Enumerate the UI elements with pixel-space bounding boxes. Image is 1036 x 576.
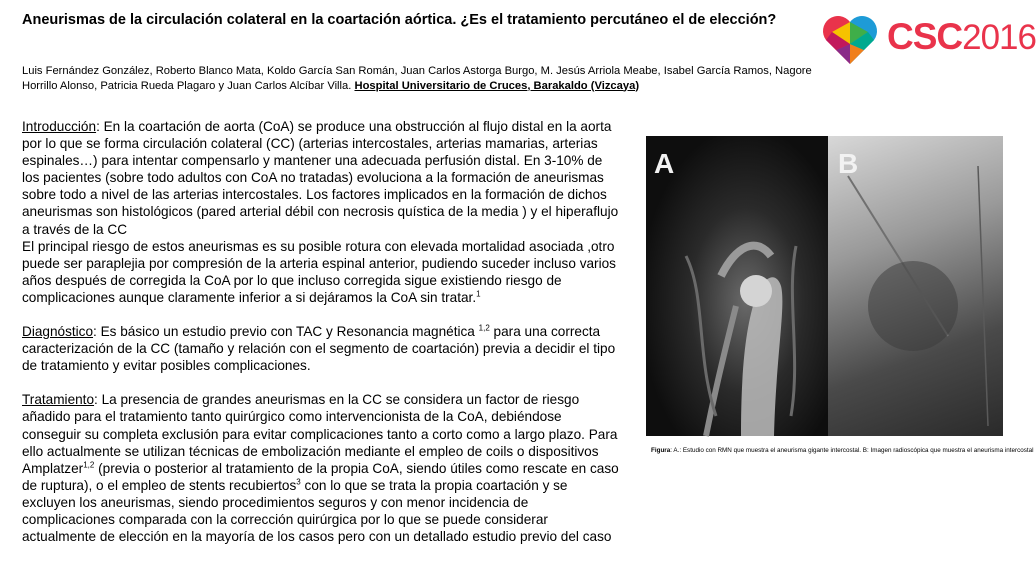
logo-name: CSC	[887, 16, 963, 57]
hospital-affiliation: Hospital Universitario de Cruces, Barakaldo (Vizcaya)	[354, 79, 640, 92]
author-list	[22, 64, 812, 93]
authors-text: Luis Fernández González, Roberto Blanco Mata, Koldo García San Román, Juan Carlos Astorga Burgo, M. Jesús Arriola Meabe, Isabel García Ramos, Nagore Horrillo Alonso, Patricia Rueda Plagaro y Juan Carlos Alcíbar Villa.	[22, 65, 812, 92]
logo-wordmark	[887, 15, 1036, 60]
mri-image-panel	[646, 136, 828, 436]
spacer	[22, 306, 622, 323]
xray-illustration	[828, 136, 1003, 436]
page-title: Aneurismas de la circulación colateral en la coartación aórtica. ¿Es el tratamiento percutáneo el de elección?	[22, 12, 777, 28]
tratamiento-text-a: : La presencia de grandes aneurismas en la CC se considera un factor de riesgo añadido para el tratamiento tanto quirúrgico como intervencionista de la CoA, debiéndose conseguir su completa exclusión para evitar complicaciones tanto a corto como a largo plazo. Para ello actualmente se utilizan técnicas de embolización mediante el empleo de coils o dispositivos Amplatzer	[22, 392, 618, 476]
heart-logo-icon	[820, 10, 880, 70]
caption-text: : A.: Estudio con RMN que muestra el aneurisma gigante intercostal. B: Imagen radioscópica que muestra el aneurisma intercostal	[670, 447, 1034, 454]
spacer	[22, 374, 622, 391]
ref-sup: 1	[476, 289, 481, 299]
diagnostico-heading: Diagnóstico	[22, 324, 94, 340]
ref-sup: 3	[296, 477, 301, 487]
caption-label: Figura	[651, 447, 671, 454]
figure-caption	[651, 447, 1034, 455]
diagnostico-paragraph	[22, 323, 622, 374]
xray-image-panel	[828, 136, 1003, 436]
aorta-illustration	[646, 136, 828, 436]
medical-figure	[646, 136, 1003, 436]
panel-label-a: A	[654, 148, 675, 179]
diagnostico-text-a: : Es básico un estudio previo con TAC y Resonancia magnética	[93, 324, 479, 340]
tratamiento-heading: Tratamiento	[22, 392, 95, 408]
intro-text: : En la coartación de aorta (CoA) se produce una obstrucción al flujo distal en la aorta por lo que se forma circulación colateral (CC) (arterias intercostales, arterias mamarias, arterias espinales…) para intentar compensarlo y mantener una adecuada perfusión distal. En 3-10% de los pacientes (sobre todo adultos con CoA no tratadas) evoluciona a la formación de aneurismas sobre todo a nivel de las arterias intercostales. Los factores implicados en la formación de dichos aneurismas son histológicos (pared arterial débil con necrosis quística de la media ) y el hiperaflujo a través de la CC	[22, 119, 619, 237]
risk-text: El principal riesgo de estos aneurismas es su posible rotura con elevada mortalidad asociada ,otro puede ser paraplejia por compresión de la arteria espinal anterior, pudiendo suceder incluso varios años después de corregida la CoA por lo que incluso corregida sigue existiendo riesgo de complicaciones aunque claramente inferior a si dejáramos la CoA sin tratar.	[22, 238, 616, 305]
tratamiento-paragraph	[22, 391, 622, 545]
risk-paragraph	[22, 238, 622, 306]
main-text	[22, 118, 622, 545]
logo-year: 2016	[962, 18, 1036, 57]
ref-sup: 1,2	[83, 460, 95, 470]
intro-heading: Introducción	[22, 119, 97, 134]
tratamiento-text-b: (previa o posterior al tratamiento de la propia CoA, siendo útiles como rescate en caso de ruptura), o el empleo de stents recubiertos	[22, 460, 619, 493]
tratamiento-text-c: con lo que se trata la propia coartación y se excluyen los aneurismas, siendo procedimientos seguros y con menor incidencia de complicaciones comparada con la corrección quirúrgica por lo que se puede considerar actualmente de elección en la mayoría de los casos pero con un detallado estudio previo del caso	[22, 477, 612, 545]
diagnostico-text-b: para una correcta caracterización de la CC (tamaño y relación con el segmento de coartación) previa a decidir el tipo de tratamiento y evitar posibles complicaciones.	[22, 324, 616, 374]
ref-sup: 1,2	[478, 323, 490, 333]
intro-paragraph	[22, 118, 622, 238]
panel-label-b: B	[838, 148, 859, 179]
